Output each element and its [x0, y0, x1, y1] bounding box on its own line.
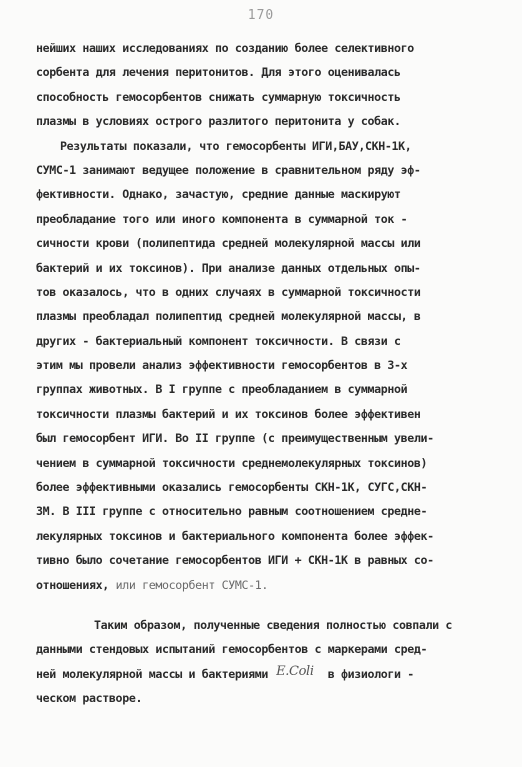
text-line: способность гемосорбентов снижать суммарную токсичность: [36, 89, 401, 104]
text-line: [36, 573, 498, 597]
text-line: бактерий и их токсинов). При анализе данных отдельных опы-: [36, 260, 421, 275]
text-line: более эффективными оказались гемосорбенты СКН-1К, СУГС,СКН-: [36, 480, 428, 495]
text-line: нейших наших исследованиях по созданию более селективного: [36, 41, 414, 55]
text-line: фективности. Однако, зачастую, средние данные маскируют: [36, 187, 401, 202]
text-line: плазмы в условиях острого разлитого перитонита у собак.: [36, 114, 401, 129]
text-line: преобладание того или иного компонента в суммарной ток -: [36, 211, 408, 226]
body-text: [36, 36, 498, 711]
text-line: данными стендовых испытаний гемосорбентов с маркерами сред-: [36, 642, 428, 657]
text-line: лекулярных токсинов и бактериального компонента более эффек-: [36, 528, 434, 543]
text-segment: в физиологи -: [327, 666, 414, 681]
text-line: Результаты показали, что гемосорбенты ИГИ,БАУ,СКН-1К,: [60, 138, 412, 153]
text-line: ческом растворе.: [36, 691, 143, 706]
text-segment: ней молекулярной массы и бактериями: [36, 666, 269, 681]
text-line: группах животных. В I группе с преобладанием в суммарной: [36, 382, 408, 397]
page-number: 170: [247, 8, 275, 23]
text-line: тивно было сочетание гемосорбентов ИГИ + СКН-1К в равных со-: [36, 553, 434, 568]
text-line: других - бактериальный компонент токсичности. В связи с: [36, 333, 401, 348]
text-line: сичности крови (полипептида средней молекулярной массы или: [36, 236, 421, 251]
handwritten-insertion: E.Coli: [276, 663, 314, 679]
text-line: чением в суммарной токсичности среднемолекулярных токсинов): [36, 455, 428, 470]
text-segment: отношениях,: [36, 577, 109, 592]
text-line: Таким образом, полученные сведения полностью совпали с: [94, 617, 453, 632]
text-line: плазмы преобладал полипептид средней молекулярной массы, в: [36, 309, 421, 324]
text-line: токсичности плазмы бактерий и их токсинов более эффективен: [36, 406, 421, 421]
text-line: [36, 662, 498, 686]
text-line: этим мы провели анализ эффективности гемосорбентов в 3-х: [36, 358, 408, 373]
text-line: сорбента для лечения перитонитов. Для этого оценивалась: [36, 65, 401, 80]
text-line: 3М. В III группе с относительно равным соотношением средне-: [36, 504, 428, 519]
text-line: тов оказалось, что в одних случаях в суммарной токсичности: [36, 284, 421, 299]
text-line: СУМС-1 занимают ведущее положение в сравнительном ряду эф-: [36, 162, 421, 177]
typed-addition: или гемосорбент СУМС-1.: [108, 577, 269, 592]
text-line: был гемосорбент ИГИ. Во II группе (с преимущественным увели-: [36, 431, 434, 446]
